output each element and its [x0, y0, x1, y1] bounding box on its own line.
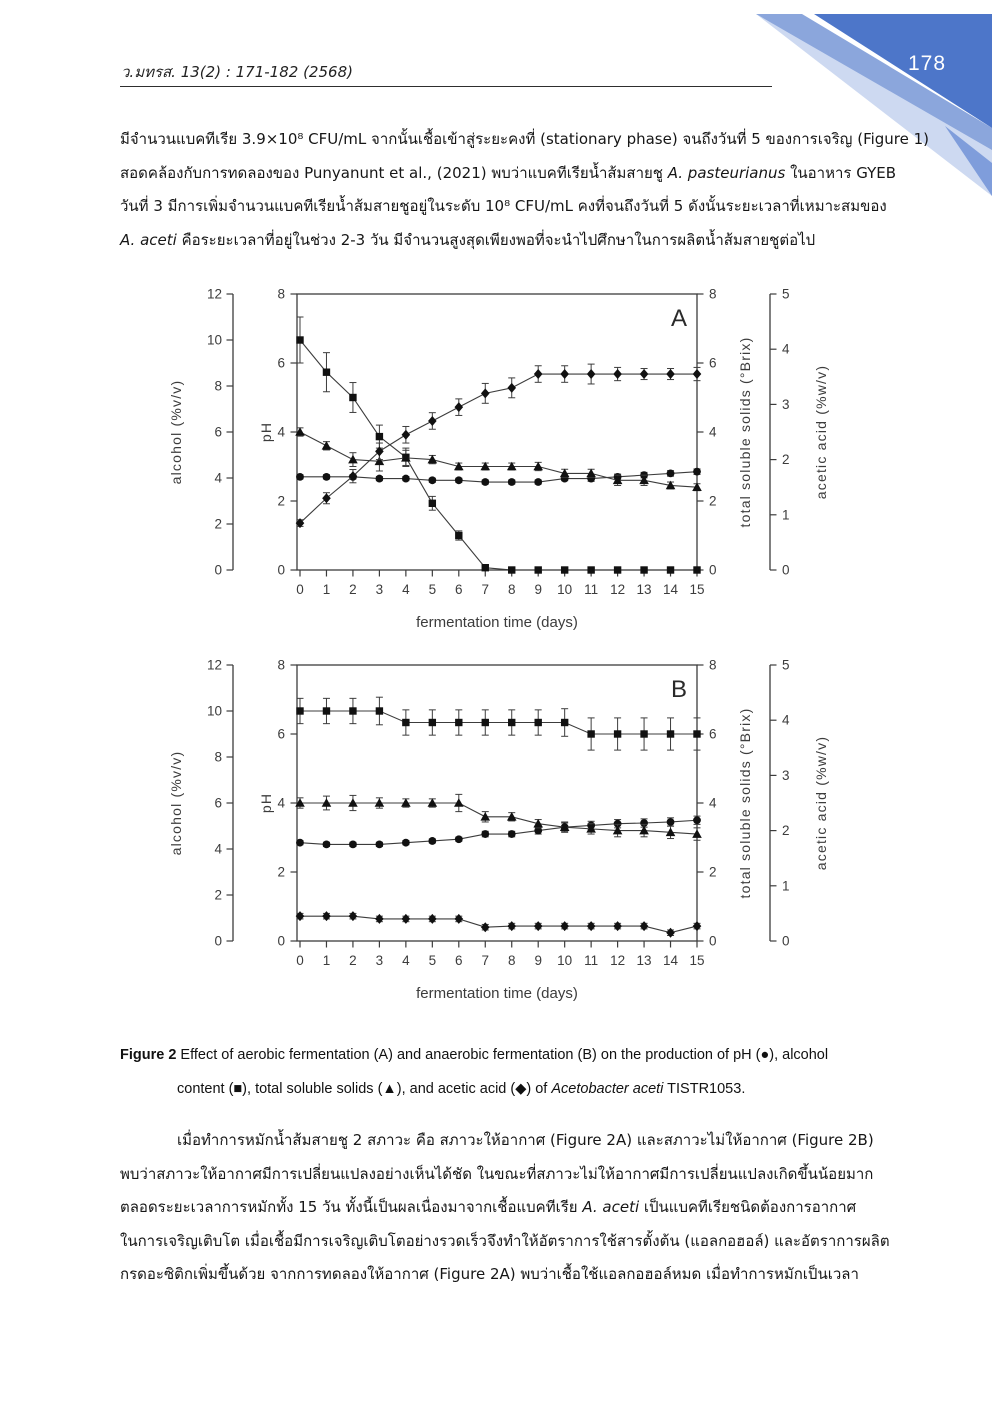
svg-text:pH: pH	[258, 421, 274, 443]
svg-text:12: 12	[206, 286, 222, 302]
svg-text:10: 10	[206, 703, 222, 719]
svg-text:15: 15	[689, 953, 705, 968]
svg-text:8: 8	[709, 286, 717, 302]
svg-text:1: 1	[322, 582, 331, 597]
svg-text:1: 1	[782, 507, 790, 523]
svg-text:total soluble solids (°Brix): total soluble solids (°Brix)	[737, 707, 753, 899]
svg-text:2: 2	[709, 493, 717, 509]
svg-text:11: 11	[584, 582, 599, 597]
svg-text:2: 2	[709, 864, 717, 880]
fermentation-chart-a	[165, 282, 845, 634]
svg-text:12: 12	[206, 657, 222, 673]
svg-text:1: 1	[322, 953, 331, 968]
svg-text:6: 6	[214, 795, 222, 811]
svg-text:10: 10	[206, 332, 222, 348]
caption-line-2: content (■), total soluble solids (▲), and acetic acid (◆) of Acetobacter aceti TISTR1053.	[177, 1081, 746, 1097]
svg-text:6: 6	[455, 953, 463, 968]
svg-text:4: 4	[277, 795, 285, 811]
svg-text:4: 4	[402, 582, 410, 597]
svg-text:0: 0	[296, 953, 304, 968]
svg-text:3: 3	[375, 953, 384, 968]
svg-text:2: 2	[782, 823, 790, 839]
svg-text:3: 3	[782, 767, 790, 783]
svg-text:12: 12	[610, 953, 626, 968]
svg-text:4: 4	[782, 341, 790, 357]
svg-text:acetic acid (%w/v): acetic acid (%w/v)	[813, 364, 829, 500]
svg-text:4: 4	[402, 953, 410, 968]
svg-text:4: 4	[214, 841, 222, 857]
page-number: 178	[908, 52, 947, 75]
paragraph-line: สอดคล้องกับการทดลองของ Punyanunt et al., (2021) พบว่าแบคทีเรียน้ำส้มสายชู A. pasteurianus ในอาหาร GYEB	[120, 163, 897, 182]
svg-text:8: 8	[214, 749, 222, 765]
paragraph-line: เมื่อทำการหมักน้ำส้มสายชู 2 สภาวะ คือ สภาวะให้อากาศ (Figure 2A) และสภาวะไม่ให้อากาศ (Figure 2B)	[177, 1131, 874, 1149]
svg-text:0: 0	[277, 562, 285, 578]
svg-text:6: 6	[277, 726, 285, 742]
svg-text:fermentation time (days): fermentation time (days)	[416, 985, 578, 1002]
svg-text:6: 6	[709, 355, 717, 371]
svg-text:8: 8	[277, 657, 285, 673]
svg-text:12: 12	[610, 582, 626, 597]
svg-text:10: 10	[557, 953, 573, 968]
paragraph-line: กรดอะซิติกเพิ่มขึ้นด้วย จากการทดลองให้อากาศ (Figure 2A) พบว่าเชื้อใช้แอลกอฮอล์หมด เมื่อทำการหมักเป็นเวลา	[120, 1265, 859, 1283]
svg-text:0: 0	[214, 562, 222, 578]
svg-text:2: 2	[349, 953, 357, 968]
svg-text:3: 3	[375, 582, 384, 597]
svg-text:8: 8	[277, 286, 285, 302]
svg-text:alcohol (%v/v): alcohol (%v/v)	[168, 750, 184, 856]
svg-text:9: 9	[534, 953, 542, 968]
svg-text:8: 8	[507, 953, 516, 968]
svg-text:4: 4	[709, 424, 717, 440]
svg-text:2: 2	[214, 887, 222, 903]
svg-text:6: 6	[709, 726, 717, 742]
svg-text:8: 8	[507, 582, 516, 597]
svg-text:2: 2	[277, 864, 285, 880]
svg-text:8: 8	[709, 657, 717, 673]
svg-text:6: 6	[455, 582, 463, 597]
svg-text:0: 0	[214, 933, 222, 949]
svg-text:0: 0	[709, 933, 717, 949]
header-rule	[120, 86, 772, 87]
svg-text:fermentation time (days): fermentation time (days)	[416, 614, 578, 631]
svg-text:2: 2	[782, 452, 790, 468]
svg-text:6: 6	[277, 355, 285, 371]
svg-text:A: A	[670, 305, 687, 332]
top-paragraph	[120, 123, 930, 257]
caption-text-1: Effect of aerobic fermentation (A) and anaerobic fermentation (B) on the production of pH (●), alcohol	[176, 1047, 829, 1063]
svg-text:acetic acid (%w/v): acetic acid (%w/v)	[813, 735, 829, 871]
svg-text:3: 3	[782, 396, 790, 412]
chart-panel-b	[165, 653, 845, 1005]
svg-text:13: 13	[636, 953, 652, 968]
svg-text:4: 4	[709, 795, 717, 811]
caption-line-1	[120, 1038, 890, 1072]
svg-text:0: 0	[782, 933, 790, 949]
svg-text:10: 10	[557, 582, 573, 597]
caption-label: Figure 2	[120, 1047, 177, 1063]
svg-text:6: 6	[214, 424, 222, 440]
svg-text:0: 0	[296, 582, 304, 597]
svg-text:B: B	[670, 676, 687, 703]
svg-text:0: 0	[277, 933, 285, 949]
figure-caption	[120, 1038, 890, 1106]
svg-text:0: 0	[782, 562, 790, 578]
svg-text:2: 2	[214, 516, 222, 532]
paragraph-line: ในการเจริญเติบโต เมื่อเชื้อมีการเจริญเติบโตอย่างรวดเร็วจึงทำให้อัตราการใช้สารตั้งต้น (แอลกอฮอล์) และอัตราการผลิต	[120, 1231, 890, 1250]
svg-text:7: 7	[481, 953, 490, 968]
svg-text:0: 0	[709, 562, 717, 578]
svg-text:5: 5	[782, 657, 790, 673]
paragraph-line: ตลอดระยะเวลาการหมักทั้ง 15 วัน ทั้งนี้เป็นผลเนื่องมาจากเชื้อแบคทีเรีย A. aceti เป็นแบคทีเรียชนิดต้องการอากาศ	[120, 1198, 857, 1216]
svg-text:5: 5	[782, 286, 790, 302]
svg-text:14: 14	[663, 582, 679, 597]
svg-text:5: 5	[428, 582, 437, 597]
svg-text:pH: pH	[258, 792, 274, 814]
svg-text:8: 8	[214, 378, 222, 394]
svg-text:4: 4	[782, 712, 790, 728]
svg-text:14: 14	[663, 953, 679, 968]
svg-text:alcohol (%v/v): alcohol (%v/v)	[168, 379, 184, 485]
paragraph-line: A. aceti คือระยะเวลาที่อยู่ในช่วง 2-3 วัน มีจำนวนสูงสุดเพียงพอที่จะนำไปศึกษาในการผลิตน้ำส้มสายชูต่อไป	[120, 230, 816, 249]
svg-text:9: 9	[534, 582, 542, 597]
svg-text:5: 5	[428, 953, 437, 968]
svg-text:total soluble solids (°Brix): total soluble solids (°Brix)	[737, 336, 753, 528]
svg-text:11: 11	[584, 953, 599, 968]
svg-text:2: 2	[277, 493, 285, 509]
svg-text:15: 15	[689, 582, 705, 597]
svg-text:1: 1	[782, 878, 790, 894]
paragraph-line: มีจำนวนแบคทีเรีย 3.9×10⁸ CFU/mL จากนั้นเชื้อเข้าสู่ระยะคงที่ (stationary phase) จนถึงวันที่ 5 ของการเจริญ (Figure 1)	[120, 130, 930, 148]
paragraph-line: วันที่ 3 มีการเพิ่มจำนวนแบคทีเรียน้ำส้มสายชูอยู่ในระดับ 10⁸ CFU/mL คงที่จนถึงวันที่ 5 ดังนั้นระยะเวลาที่เหมาะสมของ	[120, 197, 887, 215]
svg-text:2: 2	[349, 582, 357, 597]
bottom-paragraph	[120, 1124, 890, 1292]
paragraph-line: พบว่าสภาวะให้อากาศมีการเปลี่ยนแปลงอย่างเห็นได้ชัด ในขณะที่สภาวะไม่ให้อากาศมีการเปลี่ยนแปลงเกิดขึ้นน้อยมาก	[120, 1164, 874, 1183]
svg-text:7: 7	[481, 582, 490, 597]
fermentation-chart-b	[165, 653, 845, 1005]
svg-text:4: 4	[214, 470, 222, 486]
chart-panel-a	[165, 282, 845, 634]
svg-text:4: 4	[277, 424, 285, 440]
journal-reference: ว.มทรส. 13(2) : 171-182 (2568)	[121, 63, 353, 81]
svg-text:13: 13	[636, 582, 652, 597]
